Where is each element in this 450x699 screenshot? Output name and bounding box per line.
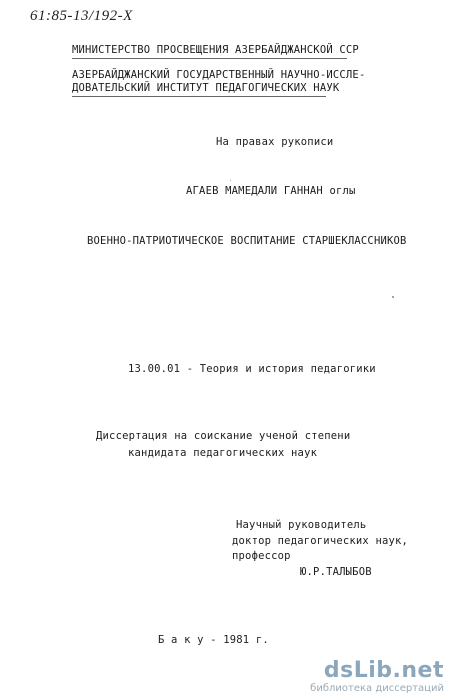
supervisor-title: Научный руководитель <box>236 519 367 531</box>
watermark-subtitle: библиотека диссертаций <box>310 683 444 694</box>
supervisor-name: Ю.Р.ТАЛЫБОВ <box>300 566 372 578</box>
scan-speck <box>392 296 394 298</box>
dissertation-title: ВОЕННО-ПАТРИОТИЧЕСКОЕ ВОСПИТАНИЕ СТАРШЕКЛАССНИКОВ <box>87 235 407 247</box>
supervisor-degree: доктор педагогических наук, <box>232 535 409 547</box>
institute-underline <box>72 96 326 97</box>
watermark-logo: dsLib.net <box>323 658 444 683</box>
place-and-year: Б а к у - 1981 г. <box>158 634 269 646</box>
dissertation-degree-line-1: Диссертация на соискание ученой степени <box>96 430 351 442</box>
scan-speck <box>230 180 231 181</box>
ministry-underline <box>72 58 347 59</box>
supervisor-rank: профессор <box>232 550 291 562</box>
institute-line-2: ДОВАТЕЛЬСКИЙ ИНСТИТУТ ПЕДАГОГИЧЕСКИХ НАУК <box>72 82 340 94</box>
manuscript-note: На правах рукописи <box>216 136 334 148</box>
handwritten-code: 61:85-13/192-X <box>30 8 133 24</box>
specialty-code: 13.00.01 - Теория и история педагогики <box>128 363 376 375</box>
institute-line-1: АЗЕРБАЙДЖАНСКИЙ ГОСУДАРСТВЕННЫЙ НАУЧНО-ИССЛЕ- <box>72 69 366 81</box>
watermark <box>310 659 444 695</box>
ministry-line: МИНИСТЕРСТВО ПРОСВЕЩЕНИЯ АЗЕРБАЙДЖАНСКОЙ ССР <box>72 44 359 56</box>
author-name: АГАЕВ МАМЕДАЛИ ГАННАН оглы <box>186 185 356 197</box>
dissertation-degree-line-2: кандидата педагогических наук <box>128 447 318 459</box>
